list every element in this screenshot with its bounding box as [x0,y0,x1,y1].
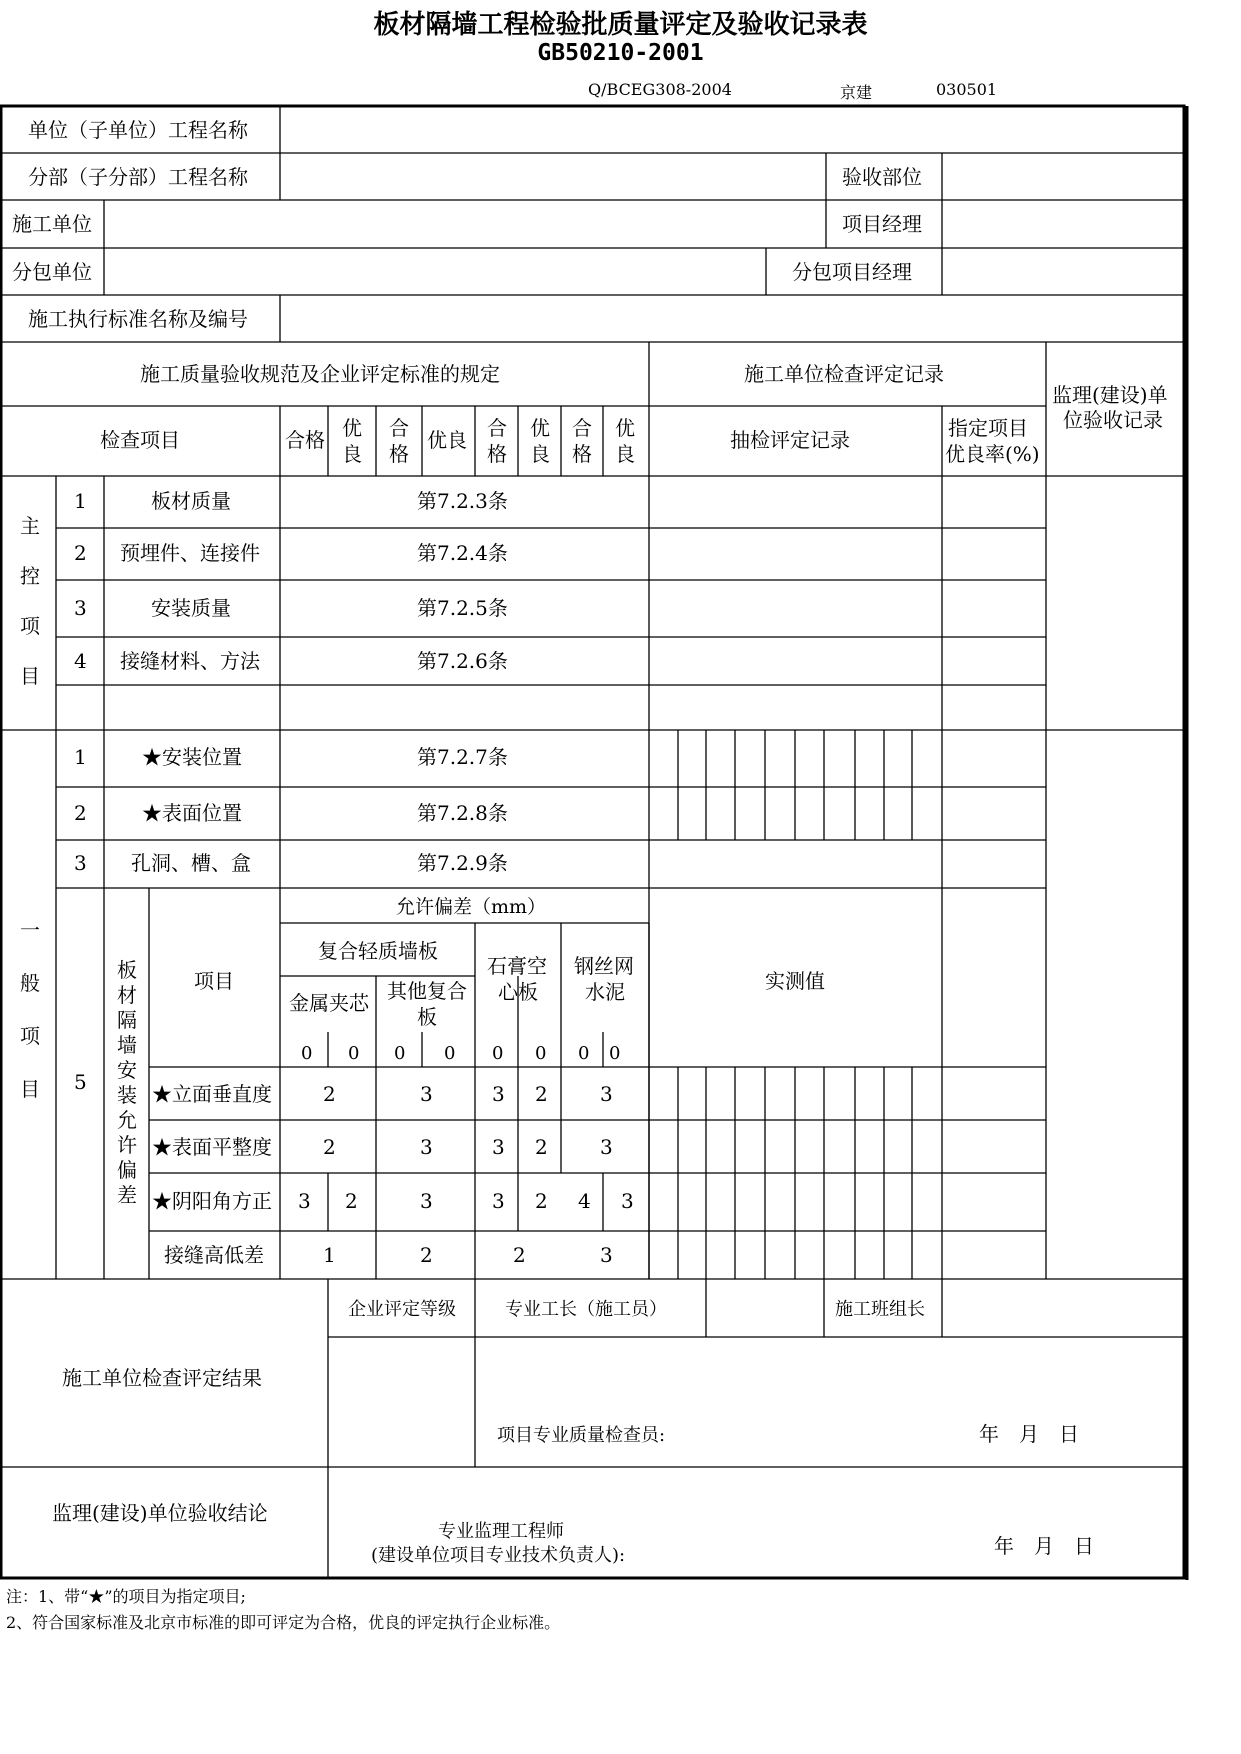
other-heading-2: 板 [417,1005,437,1029]
rate-heading-2: 优良率(%) [945,442,1040,466]
engineer-label-1: 专业监理工程师 [438,1521,564,1542]
grade-label: 企业评定等级 [348,1299,456,1320]
supervision-heading-2: 位验收记录 [1063,408,1163,432]
item5-char-5: 安 [117,1058,137,1082]
standard-code: GB50210-2001 [537,40,704,66]
general-char-2: 般 [20,971,40,995]
subcontract-manager-label: 分包项目经理 [792,260,912,284]
zero-4: 0 [444,1043,456,1064]
general-item-no-3: 3 [74,851,87,875]
general-char-3: 项 [20,1024,40,1048]
ge-col-4: 格 [572,442,592,466]
general-item-clause-2: 第7.2.8条 [417,801,508,825]
other-heading-1: 其他复合 [387,979,467,1003]
ge-col-3: 格 [487,442,507,466]
main-item-no-2: 2 [74,541,87,565]
tolerance-title: 允许偏差（mm） [396,896,547,918]
tol-row2-d: 2 [535,1135,548,1159]
general-item-no-5: 5 [74,1070,87,1094]
mesh-heading-2: 水泥 [585,980,625,1004]
general-item-no-1: 1 [74,745,87,769]
inspector-date: 年 月 日 [979,1422,1079,1446]
main-item-name-2: 预埋件、连接件 [120,541,260,565]
tol-row-name-1: ★立面垂直度 [152,1082,272,1106]
metal-core-heading: 金属夹芯 [289,991,369,1015]
general-item-no-2: 2 [74,801,87,825]
main-item-clause-2: 第7.2.4条 [417,541,508,565]
you-col-4: 优 [615,416,635,440]
note-2: 2、符合国家标准及北京市标准的即可评定为合格，优良的评定执行企业标准。 [6,1613,561,1632]
zero-row [301,1043,620,1064]
he-col-4: 合 [572,416,592,440]
main-item-no-4: 4 [74,649,87,673]
general-item-clause-3: 第7.2.9条 [417,851,508,875]
rate-heading-1: 指定项目 [948,416,1028,440]
tol-row4-cd: 2 [513,1243,526,1267]
liang-col-3: 良 [530,442,550,466]
main-item-name-3: 安装质量 [151,596,231,620]
ge-col-2: 格 [389,442,409,466]
doc-code: Q/BCEG308-2004 [588,80,732,99]
he-col-2: 合 [389,416,409,440]
tol-row2-a: 2 [323,1135,336,1159]
tol-row4-e: 3 [600,1243,613,1267]
tol-row3-a1: 3 [298,1189,311,1213]
main-control-char-1: 主 [20,514,40,538]
foreman-label: 专业工长（施工员） [505,1299,667,1320]
tol-row3-e1: 4 [578,1189,591,1213]
tol-row3-c: 3 [492,1189,505,1213]
sample-record-heading: 抽检评定记录 [730,428,850,452]
tol-row1-e: 3 [600,1082,613,1106]
team-leader-label: 施工班组长 [835,1299,925,1320]
tol-row1-c: 3 [492,1082,505,1106]
tol-row1-d: 2 [535,1082,548,1106]
he-col-3: 合 [487,416,507,440]
item5-char-4: 墙 [117,1033,137,1057]
tol-row1-b: 3 [420,1082,433,1106]
sub-project-label: 分部（子分部）工程名称 [28,165,248,189]
item5-char-10: 差 [117,1183,137,1207]
tol-row-name-4: 接缝高低差 [164,1243,264,1267]
exec-standard-label: 施工执行标准名称及编号 [28,307,248,331]
acceptance-part-label: 验收部位 [842,165,922,189]
tol-row3-e2: 3 [621,1189,634,1213]
general-item-name-3: 孔洞、槽、盒 [131,851,251,875]
liang-col-1: 良 [342,442,362,466]
tol-row-name-2: ★表面平整度 [152,1135,272,1159]
main-item-clause-1: 第7.2.3条 [417,489,508,513]
measured-heading: 实测值 [765,969,825,993]
construction-record-heading: 施工单位检查评定记录 [744,362,944,386]
zero-5: 0 [492,1043,504,1064]
item5-char-7: 允 [117,1108,137,1132]
measured-grid-top [678,730,912,840]
form-number: 030501 [936,80,998,99]
tol-row3-d: 2 [535,1189,548,1213]
item5-char-9: 偏 [117,1158,137,1182]
supervision-heading-1: 监理(建设)单 [1052,383,1168,407]
tol-row4-a: 1 [323,1243,336,1267]
tol-row-name-3: ★阴阳角方正 [152,1189,272,1213]
check-item-heading: 检查项目 [100,428,180,452]
org-label: 京建 [840,83,873,102]
item5-char-2: 材 [117,983,137,1007]
note-1: 注：1、带“★”的项目为指定项目; [6,1587,246,1606]
tol-row2-b: 3 [420,1135,433,1159]
item5-vertical-label [117,958,137,1207]
mesh-heading-1: 钢丝网 [574,954,634,978]
main-item-name-4: 接缝材料、方法 [120,649,260,673]
gypsum-heading-2: 心板 [498,980,538,1004]
liang-col-4: 良 [615,442,635,466]
main-item-no-3: 3 [74,596,87,620]
inspector-label: 项目专业质量检查员: [497,1425,666,1446]
general-char-4: 目 [20,1077,40,1101]
main-control-char-3: 项 [20,614,40,638]
subcontract-unit-label: 分包单位 [12,260,92,284]
general-char-1: 一 [20,918,40,942]
item5-char-1: 板 [117,958,137,982]
tol-row2-e: 3 [600,1135,613,1159]
pass-col-1: 合格 [285,428,325,452]
zero-2: 0 [348,1043,360,1064]
composite-heading: 复合轻质墙板 [318,939,438,963]
excellent-col-2: 优良 [427,428,467,452]
main-item-clause-4: 第7.2.6条 [417,649,508,673]
engineer-date: 年 月 日 [994,1534,1094,1558]
tol-row3-a2: 2 [345,1189,358,1213]
main-item-name-1: 板材质量 [151,489,231,513]
main-item-clause-3: 第7.2.5条 [417,596,508,620]
engineer-label-2: (建设单位项目专业技术负责人): [371,1545,626,1566]
main-control-char-2: 控 [20,564,40,588]
zero-3: 0 [394,1043,406,1064]
general-item-name-2: ★表面位置 [142,801,242,825]
construction-result-label: 施工单位检查评定结果 [62,1366,262,1390]
you-col-3: 优 [530,416,550,440]
tol-row2-c: 3 [492,1135,505,1159]
supervision-conclusion-label: 监理(建设)单位验收结论 [52,1501,268,1525]
tol-row4-b: 2 [420,1243,433,1267]
zero-7: 0 [578,1043,590,1064]
general-item-name-1: ★安装位置 [142,745,242,769]
tol-row1-a: 2 [323,1082,336,1106]
general-item-clause-1: 第7.2.7条 [417,745,508,769]
form-title: 板材隔墙工程检验批质量评定及验收记录表 [373,10,868,40]
construction-unit-label: 施工单位 [12,212,92,236]
spec-heading: 施工质量验收规范及企业评定标准的规定 [140,362,500,386]
item5-char-3: 隔 [117,1008,137,1032]
main-control-char-4: 目 [20,664,40,688]
unit-project-label: 单位（子单位）工程名称 [28,118,248,142]
gypsum-heading-1: 石膏空 [487,954,547,978]
zero-6: 0 [535,1043,547,1064]
item5-char-6: 装 [117,1083,137,1107]
project-manager-label: 项目经理 [842,212,922,236]
zero-8: 0 [609,1043,621,1064]
zero-1: 0 [301,1043,313,1064]
project-heading: 项目 [194,969,234,993]
item5-char-8: 许 [117,1133,137,1157]
main-item-no-1: 1 [74,489,87,513]
tol-row3-b: 3 [420,1189,433,1213]
you-col-1: 优 [342,416,362,440]
